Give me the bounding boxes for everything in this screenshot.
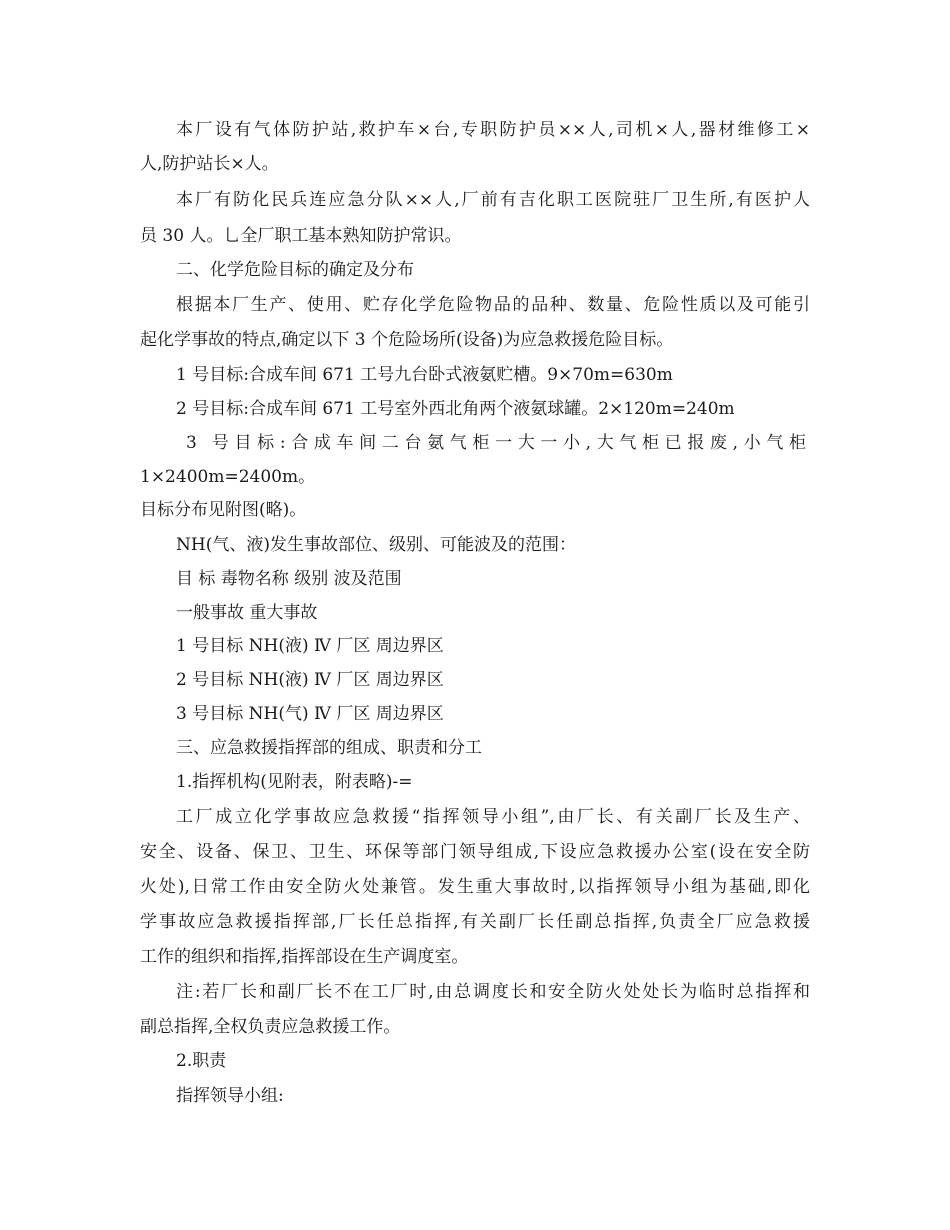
text-line: 1 号目标:合成车间 671 工号九台卧式液氨贮槽。9×70m=630m bbox=[176, 365, 673, 385]
text-line: NH(气、液)发生事故部位、级别、可能波及的范围： bbox=[176, 535, 576, 555]
subsection-heading: 2.职责 bbox=[176, 1051, 227, 1071]
text-line: 员 30 人。乚全厂职工基本熟知防护常识。 bbox=[140, 226, 462, 246]
text-line: 指挥领导小组: bbox=[176, 1086, 284, 1106]
text-line: 注:若厂长和副厂长不在工厂时,由总调度长和安全防火处处长为临时总指挥和 bbox=[176, 982, 810, 1002]
text-line: 起化学事故的特点,确定以下 3 个危险场所(设备)为应急救援危险目标。 bbox=[140, 330, 674, 350]
text-line: 3 号目标:合成车间二台氨气柜一大一小,大气柜已报废,小气柜 bbox=[186, 433, 810, 453]
text-line: 人,防护站长×人。 bbox=[140, 154, 279, 174]
text-line: 本厂有防化民兵连应急分队××人,厂前有吉化职工医院驻厂卫生所,有医护人 bbox=[176, 190, 810, 210]
text-line: 2 号目标:合成车间 671 工号室外西北角两个液氨球罐。2×120m=240m bbox=[176, 399, 735, 419]
text-line: 火处),日常工作由安全防火处兼管。发生重大事故时,以指挥领导小组为基础,即化 bbox=[140, 877, 810, 897]
text-line: 工厂成立化学事故应急救援“指挥领导小组”,由厂长、有关副厂长及生产、 bbox=[176, 807, 810, 827]
table-row-line: 1 号目标 NH(液) Ⅳ 厂区 周边界区 bbox=[176, 636, 444, 656]
section-heading: 三、应急救援指挥部的组成、职责和分工 bbox=[176, 738, 482, 758]
text-line: 工作的组织和指挥,指挥部设在生产调度室。 bbox=[140, 947, 469, 967]
table-row-line: 3 号目标 NH(气) Ⅳ 厂区 周边界区 bbox=[176, 704, 444, 724]
table-row-line: 2 号目标 NH(液) Ⅳ 厂区 周边界区 bbox=[176, 670, 444, 690]
text-line: 副总指挥,全权负责应急救援工作。 bbox=[140, 1017, 401, 1037]
text-line: 1×2400m=2400m。 bbox=[140, 467, 316, 487]
table-header-line: 目 标 毒物名称 级别 波及范围 bbox=[176, 569, 402, 589]
subsection-heading: 1.指挥机构(见附表，附表略)-= bbox=[176, 772, 413, 792]
text-line: 本厂设有气体防护站,救护车×台,专职防护员××人,司机×人,器材维修工× bbox=[176, 120, 810, 140]
text-line: 学事故应急救援指挥部,厂长任总指挥,有关副厂长任副总指挥,负责全厂应急救援 bbox=[140, 912, 810, 932]
table-header-line: 一般事故 重大事故 bbox=[176, 603, 318, 623]
section-heading: 二、化学危险目标的确定及分布 bbox=[176, 260, 414, 280]
text-line: 根据本厂生产、使用、贮存化学危险物品的品种、数量、危险性质以及可能引 bbox=[176, 295, 810, 315]
text-line: 安全、设备、保卫、卫生、环保等部门领导组成,下设应急救援办公室(设在安全防 bbox=[140, 842, 810, 862]
text-line: 目标分布见附图(略)。 bbox=[140, 500, 307, 520]
